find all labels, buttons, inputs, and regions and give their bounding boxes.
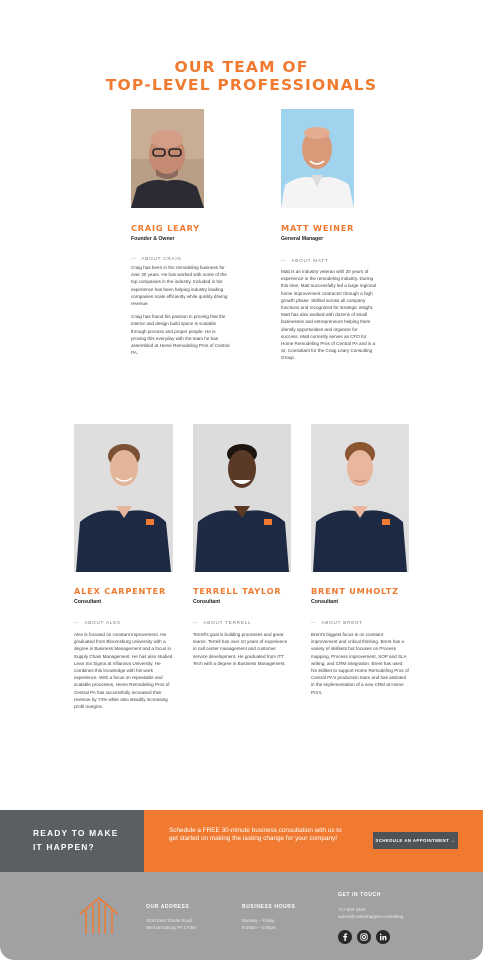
about-label-text: ABOUT ALEX bbox=[84, 620, 121, 625]
about-label-text: ABOUT BRENT bbox=[321, 620, 363, 625]
team-member-bio bbox=[281, 268, 376, 362]
linkedin-icon[interactable] bbox=[376, 930, 390, 944]
hours-line1: Monday – Friday bbox=[242, 918, 275, 923]
bio-paragraph: Alex is focused on constant improvement. He graduated from Bloomsburg University with a degree in Business Management and a focus in Supply Chain Management. He has also studied Lean Six Sigma at Villanova University. He combines this knowledge with his work experience. With a focus on repeatable and scalable processes, Home Remodeling Pros of Central PA has successfully increased their revenue by 74% while also steadily increasing profit margins. bbox=[74, 632, 173, 710]
hours-text bbox=[242, 917, 276, 931]
section-title-line2: TOP-LEVEL PROFESSIONALS bbox=[105, 76, 378, 94]
team-member-bio bbox=[74, 631, 174, 710]
dash-icon: — bbox=[281, 258, 287, 263]
about-label-text: ABOUT CRAIG bbox=[141, 256, 182, 261]
address-text bbox=[146, 917, 196, 931]
about-label bbox=[74, 620, 121, 625]
photo-alex bbox=[74, 424, 173, 572]
team-member-role: Consultant bbox=[193, 599, 221, 605]
contact-text bbox=[338, 906, 403, 920]
bio-paragraph: Terrell's goal is building processes and great teams. Terrell has over 10 years of experience in call center management and customer service development. He graduated from ITT Tech with a degree in Business Management. bbox=[193, 632, 288, 666]
address-line1: 4610 East Trindle Road bbox=[146, 918, 192, 923]
email-link[interactable]: admin@makeithappen.consulting bbox=[338, 914, 403, 919]
dash-icon: — bbox=[74, 620, 80, 625]
cta-panel bbox=[144, 810, 483, 872]
hours-line2: 8:00am – 5:00pm bbox=[242, 925, 277, 930]
team-member-name: MATT WEINER bbox=[281, 223, 355, 233]
photo-craig bbox=[131, 109, 204, 208]
about-label-text: ABOUT TERRELL bbox=[203, 620, 252, 625]
team-member-role: Founder & Owner bbox=[131, 236, 175, 242]
address-heading: OUR ADDRESS bbox=[146, 904, 190, 910]
team-member-name: CRAIG LEARY bbox=[131, 223, 200, 233]
dash-icon: — bbox=[311, 620, 317, 625]
hours-heading: BUSINESS HOURS bbox=[242, 904, 296, 910]
cta-heading-line1: READY TO MAKE bbox=[33, 828, 119, 838]
dash-icon: — bbox=[193, 620, 199, 625]
team-member-name: ALEX CARPENTER bbox=[74, 586, 167, 596]
team-member-bio bbox=[193, 631, 291, 667]
company-logo[interactable] bbox=[78, 894, 120, 936]
bio-paragraph: Craig has been in the remodeling business for over 30 years. He has worked with some of the top companies in the industry. Included in his experience has been helping industry leading companies scale efficiently while quickly driving revenue. bbox=[131, 265, 228, 307]
about-label bbox=[131, 256, 182, 261]
facebook-icon[interactable] bbox=[338, 930, 352, 944]
section-title bbox=[0, 58, 483, 94]
section-title-line1: OUR TEAM OF bbox=[174, 58, 309, 76]
cta-text: Schedule a FREE 30-minute business consultation with us to get started on making the lasting change for your company! bbox=[169, 827, 342, 842]
bio-paragraph: Craig has found his passion in proving that the interior and design build space is scalable through process and proper people. He is proving this everyday with the team he has assembled at Home Remodeling Pros of Central PA. bbox=[131, 314, 230, 356]
instagram-icon[interactable] bbox=[357, 930, 371, 944]
photo-matt bbox=[281, 109, 354, 208]
cta-heading-panel bbox=[0, 810, 144, 872]
about-label bbox=[193, 620, 251, 625]
dash-icon: — bbox=[131, 256, 137, 261]
cta-heading bbox=[33, 826, 133, 854]
phone-link[interactable]: 717-620-3463 bbox=[338, 907, 366, 912]
contact-heading: GET IN TOUCH bbox=[338, 892, 381, 898]
photo-brent bbox=[311, 424, 409, 572]
footer bbox=[0, 872, 483, 960]
team-member-bio bbox=[131, 264, 231, 356]
bio-paragraph: Brent's biggest focus is on constant improvement and critical thinking. Brent has a variety of skillsets but focuses on Process mapping, Process improvement, SOP and SLA writing, and CRM integration. Brent has used his skillset to support Home Remodeling Pros of Central PA's production team and has assisted in the implementation of a new CRM at Home Pro's. bbox=[311, 632, 409, 695]
team-member-role: Consultant bbox=[74, 599, 102, 605]
about-label bbox=[311, 620, 363, 625]
team-member-name: BRENT UMHOLTZ bbox=[311, 586, 399, 596]
team-member-name: TERRELL TAYLOR bbox=[193, 586, 282, 596]
about-label-text: ABOUT MATT bbox=[291, 258, 329, 263]
cta-heading-line2: IT HAPPEN? bbox=[33, 842, 95, 852]
schedule-appointment-button[interactable]: SCHEDULE AN APPOINTMENT → bbox=[373, 832, 458, 849]
about-label bbox=[281, 258, 329, 263]
team-member-role: Consultant bbox=[311, 599, 339, 605]
bio-paragraph: Matt is an industry veteran with 20 years of experience in the remodeling industry. During this time, Matt successfully led a large regional home improvement contractor through a high growth phase. Skilled across all company functions and recognized for strategic insight, Matt has also worked with dozens of small businesses and entrepreneurs helping them identify opportunities and organize for success. Matt currently serves as CFO for Home Remodeling Pros of Central PA and is a Sr. Consultant for the Craig Leary Consulting Group. bbox=[281, 269, 376, 361]
photo-terrell bbox=[193, 424, 291, 572]
address-line2: Mechanicsburg PA 17050 bbox=[146, 925, 196, 930]
team-member-role: General Manager bbox=[281, 236, 324, 242]
team-member-bio bbox=[311, 631, 409, 696]
